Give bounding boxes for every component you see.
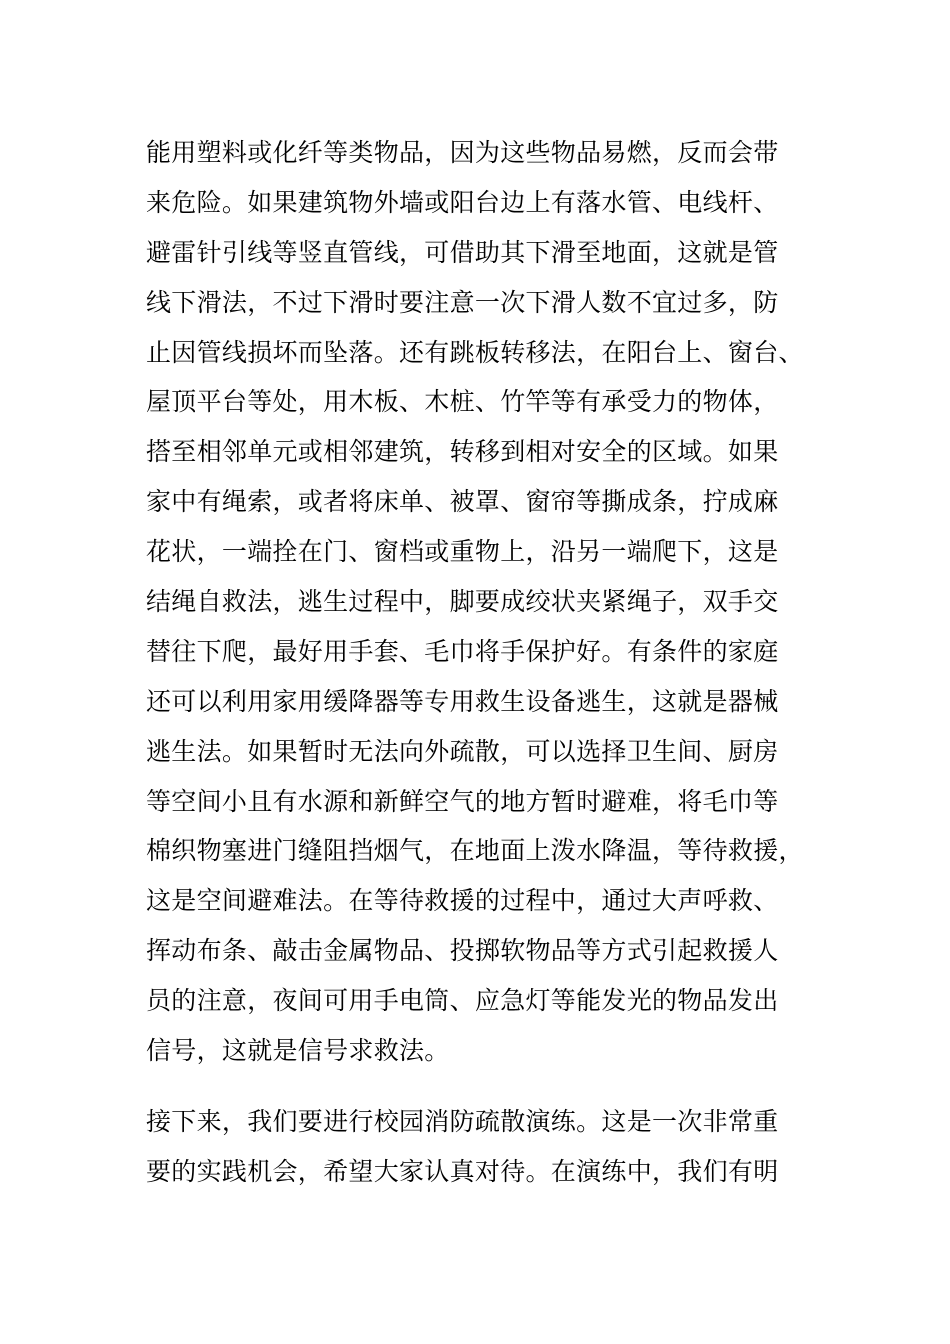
text-line: 线下滑法，不过下滑时要注意一次下滑人数不宜过多，防 [146,287,779,317]
text-line: 家中有绳索，或者将床单、被罩、窗帘等撕成条，拧成麻 [146,487,779,517]
text-line: 来危险。如果建筑物外墙或阳台边上有落水管、电线杆、 [146,187,779,217]
text-line: 逃生法。如果暂时无法向外疏散，可以选择卫生间、厨房 [146,736,779,766]
text-line: 花状，一端拴在门、窗档或重物上，沿另一端爬下，这是 [146,537,779,567]
text-line: 还可以利用家用缓降器等专用救生设备逃生，这就是器械 [146,686,779,716]
paragraph-escape-methods [146,128,826,1076]
text-line: 接下来，我们要进行校园消防疏散演练。这是一次非常重 [146,1107,779,1136]
text-line: 止因管线损坏而坠落。还有跳板转移法，在阳台上、窗台、 [146,337,804,367]
text-line: 挥动布条、敲击金属物品、投掷软物品等方式引起救援人 [146,936,779,966]
text-line: 搭至相邻单元或相邻建筑，转移到相对安全的区域。如果 [146,437,779,467]
text-line: 替往下爬，最好用手套、毛巾将手保护好。有条件的家庭 [146,636,779,666]
text-line: 棉织物塞进门缝阻挡烟气，在地面上泼水降温，等待救援， [146,836,804,866]
text-line: 要的实践机会，希望大家认真对待。在演练中，我们有明 [146,1156,779,1186]
text-line: 信号，这就是信号求救法。 [146,1036,450,1066]
text-line: 避雷针引线等竖直管线，可借助其下滑至地面，这就是管 [146,237,779,267]
text-line: 结绳自救法，逃生过程中，脚要成绞状夹紧绳子，双手交 [146,587,779,617]
paragraph-evacuation-drill [146,1097,826,1197]
text-line: 能用塑料或化纤等类物品，因为这些物品易燃，反而会带 [146,138,779,167]
text-line: 屋顶平台等处，用木板、木桩、竹竿等有承受力的物体， [146,387,779,417]
text-line: 这是空间避难法。在等待救援的过程中，通过大声呼救、 [146,886,779,916]
text-line: 等空间小且有水源和新鲜空气的地方暂时避难，将毛巾等 [146,786,779,816]
text-line: 员的注意，夜间可用手电筒、应急灯等能发光的物品发出 [146,986,779,1016]
